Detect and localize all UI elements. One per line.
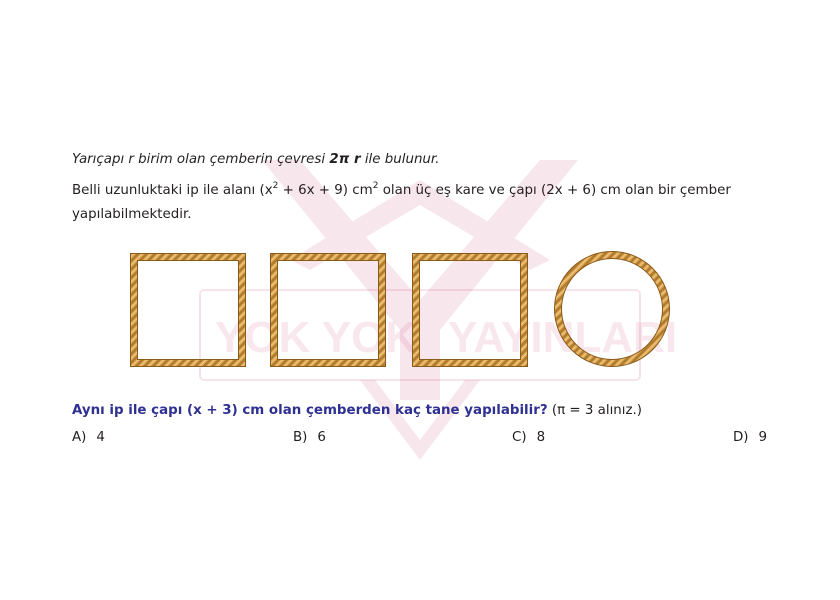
intro-text-end: ile bulunur. xyxy=(360,152,440,167)
rope-circle xyxy=(558,255,666,363)
question-text: Aynı ip ile çapı (x + 3) cm olan çemberden kaç tane yapılabilir? xyxy=(72,403,548,418)
option-d[interactable] xyxy=(733,428,767,448)
option-b-value: 6 xyxy=(317,430,326,445)
problem-text-a: Belli uzunluktaki ip ile alanı (x xyxy=(72,183,273,198)
question-note: (π = 3 alınız.) xyxy=(547,403,643,418)
option-c-value: 8 xyxy=(536,430,546,445)
option-d-label: D) xyxy=(733,430,749,445)
option-a[interactable] xyxy=(72,428,105,448)
option-a-label: A) xyxy=(72,430,87,445)
circumference-formula: 2π r xyxy=(329,152,361,167)
rope-square-1 xyxy=(134,257,242,363)
problem-text-c: olan üç eş kare ve çapı (2x + 6) cm olan bir çember xyxy=(378,183,731,198)
option-b-label: B) xyxy=(293,430,308,445)
watermark-text-left: YOK YOK xyxy=(215,313,418,362)
option-c-label: C) xyxy=(512,430,527,445)
problem-line-2: yapılabilmektedir. xyxy=(72,207,192,222)
option-d-value: 9 xyxy=(758,430,768,445)
option-a-value: 4 xyxy=(96,430,105,445)
rope-square-2 xyxy=(274,257,382,363)
option-c[interactable] xyxy=(512,428,545,448)
exponent-2: 2 xyxy=(372,180,379,191)
question-line xyxy=(72,401,772,421)
problem-text-b: + 6x + 9) cm xyxy=(278,183,373,198)
watermark-text-right: YAYINLARI xyxy=(448,313,678,362)
option-b[interactable] xyxy=(293,428,326,448)
rope-square-3 xyxy=(416,257,524,363)
exponent-1: 2 xyxy=(272,180,279,191)
intro-text-start: Yarıçapı r birim olan çemberin çevresi xyxy=(72,152,330,167)
